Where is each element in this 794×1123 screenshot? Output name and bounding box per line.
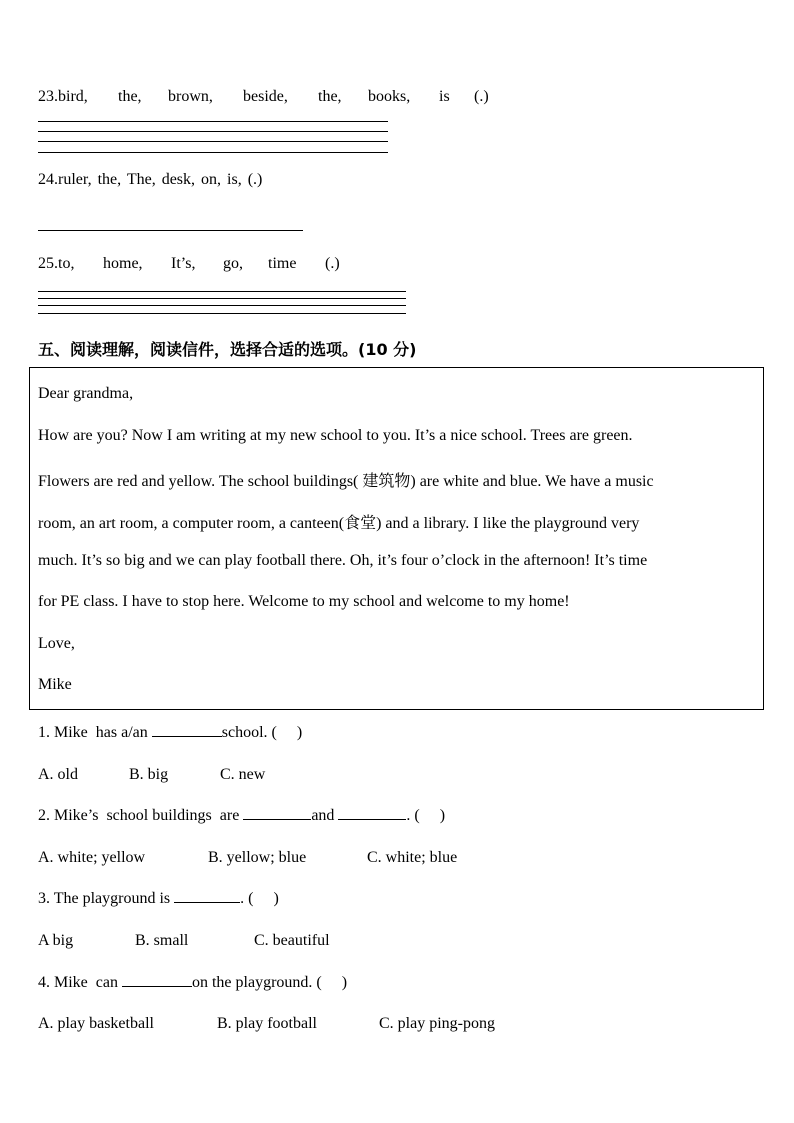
question-text: and (311, 807, 339, 824)
question-4 (38, 974, 347, 992)
answer-blank[interactable] (338, 818, 406, 820)
question-text: 2. Mike’s school buildings are (38, 807, 244, 824)
word: brown, (168, 88, 213, 105)
letter-line: Love, (38, 635, 75, 652)
word: desk, (161, 171, 196, 188)
word: go, (223, 255, 243, 272)
word: the, (118, 88, 142, 105)
question-3 (38, 890, 279, 908)
option-a[interactable]: A. play basketball (38, 1015, 154, 1032)
sentence-23 (38, 88, 88, 106)
letter-line: much. It’s so big and we can play football there. Oh, it’s four o’clock in the afternoon! It’s time (38, 552, 648, 569)
option-a[interactable]: A. old (38, 766, 78, 783)
word: to, (58, 255, 75, 272)
word: home, (103, 255, 143, 272)
sentence-number: 24. (38, 171, 58, 188)
option-a[interactable]: A big (38, 932, 74, 949)
word: (.) (474, 88, 489, 105)
option-b[interactable]: B. yellow; blue (208, 849, 307, 866)
answer-line[interactable] (38, 313, 406, 314)
option-b[interactable]: B. small (135, 932, 189, 949)
letter-box (29, 367, 764, 710)
question-1 (38, 724, 302, 742)
sentence-25 (38, 255, 74, 273)
answer-line[interactable] (38, 152, 388, 153)
letter-line: Mike (38, 676, 72, 693)
sentence-number: 23. (38, 88, 58, 105)
letter-line: Dear grandma, (38, 385, 134, 402)
question-text: . ( ) (406, 807, 446, 824)
answer-line[interactable] (38, 291, 406, 292)
word: ruler, (58, 171, 92, 188)
option-c[interactable]: C. new (220, 766, 266, 783)
letter-line: room, an art room, a computer room, a canteen(食堂) and a library. I like the playground very (38, 515, 640, 532)
word: It’s, (171, 255, 196, 272)
word: beside, (243, 88, 288, 105)
answer-line[interactable] (38, 121, 388, 122)
answer-line[interactable] (38, 298, 406, 299)
answer-blank[interactable] (243, 818, 311, 820)
option-b[interactable]: B. big (129, 766, 169, 783)
question-text: . ( ) (240, 890, 279, 907)
word: is, (227, 171, 242, 188)
answer-line[interactable] (38, 141, 388, 142)
answer-blank[interactable] (122, 985, 192, 987)
sentence-24 (38, 171, 262, 189)
option-c[interactable]: C. play ping-pong (379, 1015, 495, 1032)
word: The, (126, 171, 156, 188)
word: the, (318, 88, 342, 105)
letter-line: Flowers are red and yellow. The school buildings( 建筑物) are white and blue. We have a music (38, 473, 654, 490)
word: bird, (58, 88, 88, 105)
answer-line[interactable] (38, 131, 388, 132)
option-b[interactable]: B. play football (217, 1015, 317, 1032)
question-text: school. ( ) (221, 724, 303, 741)
option-c[interactable]: C. beautiful (254, 932, 330, 949)
option-a[interactable]: A. white; yellow (38, 849, 146, 866)
question-2 (38, 807, 445, 825)
option-c[interactable]: C. white; blue (367, 849, 458, 866)
word: books, (368, 88, 411, 105)
answer-blank[interactable] (152, 735, 222, 737)
question-text: on the playground. ( ) (191, 974, 348, 991)
sentence-number: 25. (38, 255, 58, 272)
answer-line[interactable] (38, 305, 406, 306)
answer-line[interactable] (38, 230, 303, 231)
word: (.) (325, 255, 340, 272)
answer-blank[interactable] (174, 901, 240, 903)
word: on, (201, 171, 222, 188)
word: is (439, 88, 450, 105)
question-text: 4. Mike can (38, 974, 122, 991)
question-text: 3. The playground is (38, 890, 175, 907)
letter-line: How are you? Now I am writing at my new school to you. It’s a nice school. Trees are green. (38, 427, 633, 444)
letter-line: for PE class. I have to stop here. Welcome to my school and welcome to my home! (38, 593, 570, 610)
word: time (268, 255, 297, 272)
question-text: 1. Mike has a/an (38, 724, 152, 741)
word: (.) (247, 171, 263, 188)
word: the, (97, 171, 122, 188)
section-title: 五、阅读理解，阅读信件，选择合适的选项。(10 分) (38, 340, 417, 359)
